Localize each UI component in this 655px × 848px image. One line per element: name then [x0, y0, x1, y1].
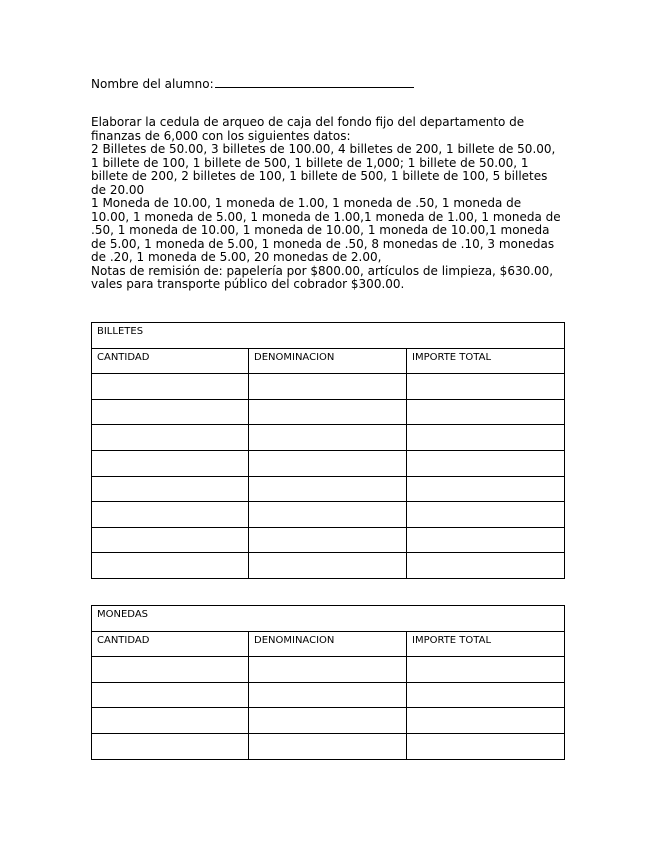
monedas-cell-denominacion[interactable] [249, 733, 407, 759]
student-name-label: Nombre del alumno: [91, 77, 214, 91]
billetes-table-row [92, 476, 565, 502]
billetes-cell-importe-total[interactable] [407, 502, 565, 528]
monedas-table-row [92, 682, 565, 708]
monedas-table-row [92, 657, 565, 683]
monedas-cell-importe-total[interactable] [407, 733, 565, 759]
billetes-table-row [92, 502, 565, 528]
billetes-cell-cantidad[interactable] [92, 450, 249, 476]
billetes-cell-importe-total[interactable] [407, 450, 565, 476]
billetes-cell-cantidad[interactable] [92, 476, 249, 502]
billetes-cell-importe-total[interactable] [407, 553, 565, 579]
monedas-cell-denominacion[interactable] [249, 708, 407, 734]
monedas-header-cantidad: CANTIDAD [92, 631, 249, 657]
instructions-bills: 2 Billetes de 50.00, 3 billetes de 100.00, 4 billetes de 200, 1 billete de 50.00, 1 billete de 100, 1 billete de 500, 1 billete de 1,000; 1 billete de 50.00, 1 billete de 200, 2 billetes de 100, 1 billete de 500, 1 billete de 100, 5 billetes de 20.00 [91, 142, 556, 197]
billetes-header-importe-total: IMPORTE TOTAL [407, 348, 565, 374]
billetes-cell-importe-total[interactable] [407, 399, 565, 425]
billetes-header-denominacion: DENOMINACION [249, 348, 407, 374]
billetes-table-row [92, 374, 565, 400]
billetes-header-cantidad: CANTIDAD [92, 348, 249, 374]
monedas-table-row [92, 708, 565, 734]
billetes-cell-importe-total[interactable] [407, 527, 565, 553]
monedas-cell-importe-total[interactable] [407, 708, 565, 734]
monedas-cell-denominacion[interactable] [249, 682, 407, 708]
monedas-cell-importe-total[interactable] [407, 657, 565, 683]
billetes-table-row [92, 425, 565, 451]
billetes-table-row [92, 399, 565, 425]
monedas-header-denominacion: DENOMINACION [249, 631, 407, 657]
monedas-header-importe-total: IMPORTE TOTAL [407, 631, 565, 657]
billetes-cell-denominacion[interactable] [249, 502, 407, 528]
billetes-cell-denominacion[interactable] [249, 450, 407, 476]
billetes-cell-cantidad[interactable] [92, 527, 249, 553]
monedas-cell-importe-total[interactable] [407, 682, 565, 708]
instructions-intro: Elaborar la cedula de arqueo de caja del fondo fijo del departamento de finanzas de 6,000 con los siguientes datos: [91, 115, 525, 143]
instructions-coins: 1 Moneda de 10.00, 1 moneda de 1.00, 1 moneda de .50, 1 moneda de 10.00, 1 moneda de 5.00, 1 moneda de 1.00,1 moneda de 1.00, 1 moneda de .50, 1 moneda de 10.00, 1 moneda de 10.00, 1 moneda de 10.00,1 moneda de 5.00, 1 moneda de 5.00, 1 moneda de .50, 8 monedas de .10, 3 monedas de .20, 1 moneda de 5.00, 20 monedas de 2.00, [91, 196, 561, 264]
billetes-cell-denominacion[interactable] [249, 374, 407, 400]
billetes-cell-cantidad[interactable] [92, 374, 249, 400]
billetes-table-row [92, 527, 565, 553]
monedas-table-title: MONEDAS [92, 606, 565, 632]
instructions [91, 116, 563, 292]
billetes-table-title: BILLETES [92, 323, 565, 349]
billetes-table-row [92, 553, 565, 579]
billetes-cell-importe-total[interactable] [407, 425, 565, 451]
instructions-notes: Notas de remisión de: papelería por $800.00, artículos de limpieza, $630.00, vales para transporte público del cobrador $300.00. [91, 263, 554, 291]
student-name-line [91, 76, 414, 91]
monedas-table [91, 605, 565, 760]
billetes-cell-denominacion[interactable] [249, 399, 407, 425]
billetes-cell-denominacion[interactable] [249, 527, 407, 553]
billetes-table [91, 322, 565, 579]
billetes-cell-cantidad[interactable] [92, 553, 249, 579]
monedas-table-row [92, 733, 565, 759]
billetes-cell-denominacion[interactable] [249, 553, 407, 579]
billetes-cell-cantidad[interactable] [92, 502, 249, 528]
billetes-cell-denominacion[interactable] [249, 476, 407, 502]
billetes-cell-importe-total[interactable] [407, 374, 565, 400]
monedas-cell-denominacion[interactable] [249, 657, 407, 683]
monedas-cell-cantidad[interactable] [92, 708, 249, 734]
billetes-table-row [92, 450, 565, 476]
billetes-cell-importe-total[interactable] [407, 476, 565, 502]
student-name-blank[interactable] [215, 76, 414, 88]
billetes-cell-cantidad[interactable] [92, 425, 249, 451]
billetes-cell-cantidad[interactable] [92, 399, 249, 425]
monedas-cell-cantidad[interactable] [92, 682, 249, 708]
monedas-cell-cantidad[interactable] [92, 733, 249, 759]
billetes-cell-denominacion[interactable] [249, 425, 407, 451]
monedas-cell-cantidad[interactable] [92, 657, 249, 683]
